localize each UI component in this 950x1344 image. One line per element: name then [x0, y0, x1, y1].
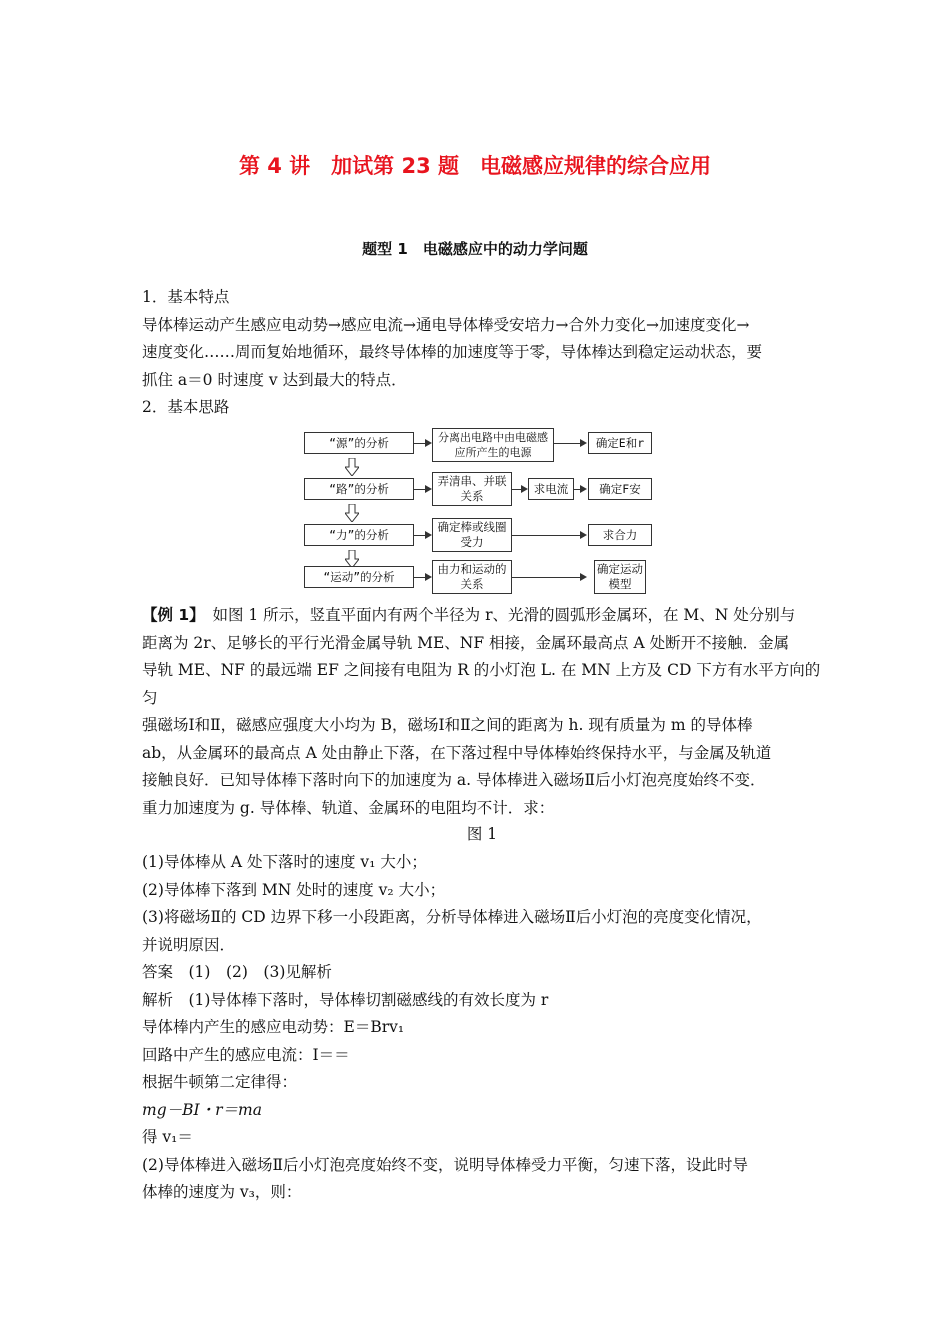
flow-path-mid-box: 求电流 [528, 478, 574, 500]
example-line: 接触良好．已知导体棒下落时向下的加速度为 a. 导体棒进入磁场Ⅱ后小灯泡亮度始终不变． [142, 771, 766, 789]
solution-line: 得 v₁＝ [142, 1128, 193, 1146]
example-line: 导轨 ME、NF 的最远端 EF 之间接有电阻为 R 的小灯泡 L. 在 MN 上方及 CD 下方有水平方向的匀 [142, 661, 821, 707]
flow-path-box: “路”的分析 [304, 478, 414, 500]
flow-path-result-box: 确定F安 [588, 478, 652, 500]
flow-source-box: “源”的分析 [304, 432, 414, 454]
example-line: 距离为 2r、足够长的平行光滑金属导轨 ME、NF 相接，金属环最高点 A 处断开不接触．金属 [142, 633, 790, 652]
example-line: 重力加速度为 g. 导体棒、轨道、金属环的电阻均不计．求： [142, 798, 555, 817]
flow-force-detail-box: 确定棒或线圈受力 [432, 518, 512, 552]
example-line [142, 602, 822, 630]
answer-line: 答案 (1) (2) (3)见解析 [142, 963, 332, 981]
lecture-title: 第 4 讲 加试第 23 题 电磁感应规律的综合应用 [238, 154, 712, 178]
solution-line: 导体棒内产生的感应电动势：E＝Brv₁ [142, 1018, 405, 1036]
part1 [142, 284, 822, 422]
question-1: (1)导体棒从 A 处下落时的速度 v₁ 大小； [142, 853, 427, 871]
flow-motion-detail-box: 由力和运动的关系 [432, 560, 512, 594]
flow-force-result-box: 求合力 [588, 524, 652, 546]
solution-line: (2)导体棒进入磁场Ⅱ后小灯泡亮度始终不变，说明导体棒受力平衡，匀速下落，设此时导 [142, 1155, 748, 1174]
section-heading: 题型 1 电磁感应中的动力学问题 [362, 240, 588, 258]
example-text: 如图 1 所示，竖直平面内有两个半径为 r、光滑的圆弧形金属环，在 M、N 处分别与 [212, 606, 796, 624]
flow-motion-result-box: 确定运动模型 [594, 560, 646, 594]
flow-motion-box: “运动”的分析 [304, 566, 414, 588]
down-arrow-icon [345, 504, 359, 522]
question-3: (3)将磁场Ⅱ的 CD 边界下移一小段距离，分析导体棒进入磁场Ⅱ后小灯泡的亮度变化情况， [142, 908, 762, 926]
part1-line3: 抓住 a＝0 时速度 v 达到最大的特点． [142, 370, 407, 389]
part1-heading: 1．基本特点 [142, 288, 230, 306]
part2-heading: 2．基本思路 [142, 398, 230, 416]
solution-line: 解析 (1)导体棒下落时，导体棒切割磁感线的有效长度为 r [142, 990, 549, 1009]
flow-path-detail-box: 弄清串、并联关系 [432, 472, 512, 506]
basic-idea-flowchart [304, 428, 652, 598]
flow-source-result-box: 确定E和r [588, 432, 652, 454]
down-arrow-icon [345, 458, 359, 476]
question-2: (2)导体棒下落到 MN 处时的速度 v₂ 大小； [142, 880, 446, 899]
example-1 [142, 602, 822, 822]
part1-line2: 速度变化……周而复始地循环，最终导体棒的加速度等于零，导体棒达到稳定运动状态，要 [142, 343, 763, 361]
example-line: ab，从金属环的最高点 A 处由静止下落，在下落过程中导体棒始终保持水平，与金属及轨道 [142, 743, 772, 762]
figure-caption: 图 1 [466, 825, 498, 843]
solution-line: 体棒的速度为 v₃，则： [142, 1183, 302, 1201]
question-3-cont: 并说明原因． [142, 935, 236, 954]
flow-source-detail-box: 分离出电路中由电磁感应所产生的电源 [432, 428, 554, 462]
solution-line: 根据牛顿第二定律得： [142, 1073, 298, 1091]
example-line: 强磁场Ⅰ和Ⅱ，磁感应强度大小均为 B，磁场Ⅰ和Ⅱ之间的距离为 h. 现有质量为 m 的导体棒 [142, 716, 753, 734]
part1-line1: 导体棒运动产生感应电动势→感应电流→通电导体棒受安培力→合外力变化→加速度变化→ [142, 315, 750, 334]
questions-and-solution [142, 849, 822, 1207]
solution-line: 回路中产生的感应电流：I＝＝ [142, 1045, 350, 1064]
flow-force-box: “力”的分析 [304, 524, 414, 546]
solution-equation: mg－BI・r＝ma [142, 1100, 262, 1119]
example-tag: 【例 1】 [142, 606, 197, 624]
